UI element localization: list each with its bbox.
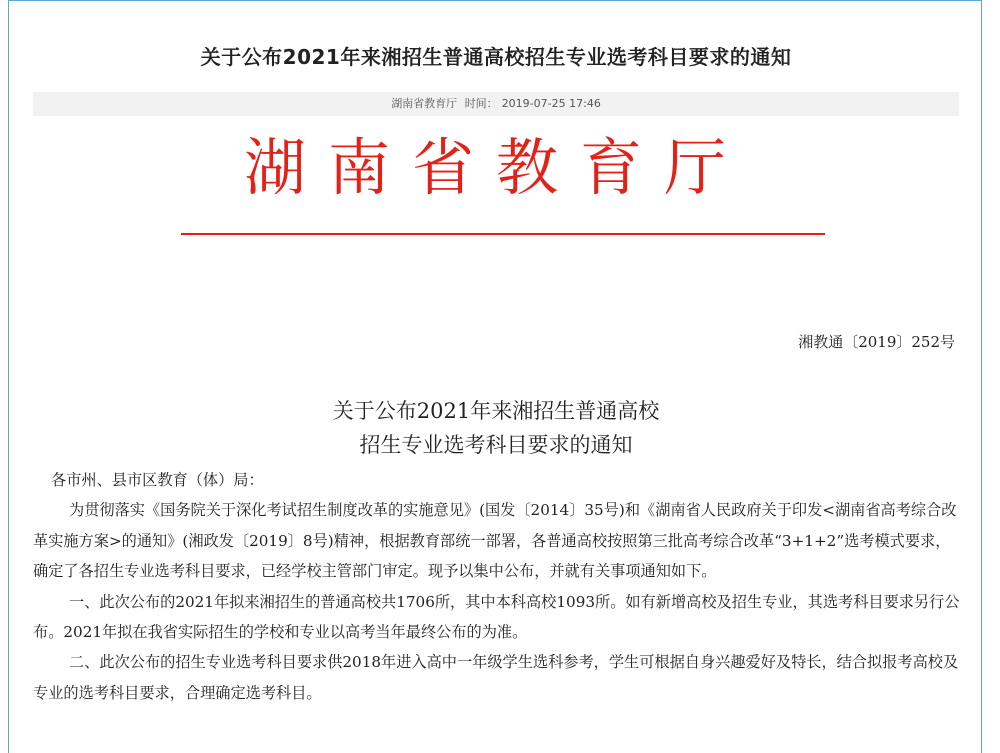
document-number: 湘教通〔2019〕252号 bbox=[798, 333, 955, 351]
article-title: 关于公布2021年来湘招生普通高校招生专业选考科目要求的通知 bbox=[200, 45, 792, 69]
letterhead-title: 湖南省教育厅 bbox=[243, 131, 748, 204]
article-meta-bar bbox=[33, 92, 959, 116]
document-paragraph-1: 为贯彻落实《国务院关于深化考试招生制度改革的实施意见》(国发〔2014〕35号)和《湖南省人民政府关于印发<湖南省高考综合改革实施方案>的通知》(湘政发〔2019〕8号)精神，根据教育部统一部署，各普通高校按照第三批高考综合改革“3+1+2”选考模式要求，确定了各招生专业选考科目要求，已经学校主管部门审定。现予以集中公布，并就有关事项通知如下。 bbox=[33, 501, 957, 581]
document-body bbox=[33, 465, 963, 708]
document-title bbox=[9, 394, 983, 462]
document-title-line-1: 关于公布2021年来湘招生普通高校 bbox=[332, 399, 660, 423]
document-paragraph-3: 二、此次公布的招生专业选考科目要求供2018年进入高中一年级学生选科参考，学生可根据自身兴趣爱好及特长，结合拟报考高校及专业的选考科目要求，合理确定选考科目。 bbox=[33, 653, 959, 702]
document-paragraph-2: 一、此次公布的2021年拟来湘招生的普通高校共1706所，其中本科高校1093所。如有新增高校及招生专业，其选考科目要求另行公布。2021年拟在我省实际招生的学校和专业以高考当年最终公布的为准。 bbox=[33, 592, 960, 642]
article-source: 湖南省教育厅 bbox=[391, 97, 458, 110]
article-time-label: 时间： bbox=[464, 97, 498, 110]
letterhead-red-rule bbox=[181, 233, 825, 235]
article-time: 2019-07-25 17:46 bbox=[501, 97, 601, 110]
article-frame bbox=[8, 0, 982, 753]
document-title-line-2: 招生专业选考科目要求的通知 bbox=[359, 433, 633, 457]
document-salutation: 各市州、县市区教育（体）局： bbox=[51, 471, 264, 489]
